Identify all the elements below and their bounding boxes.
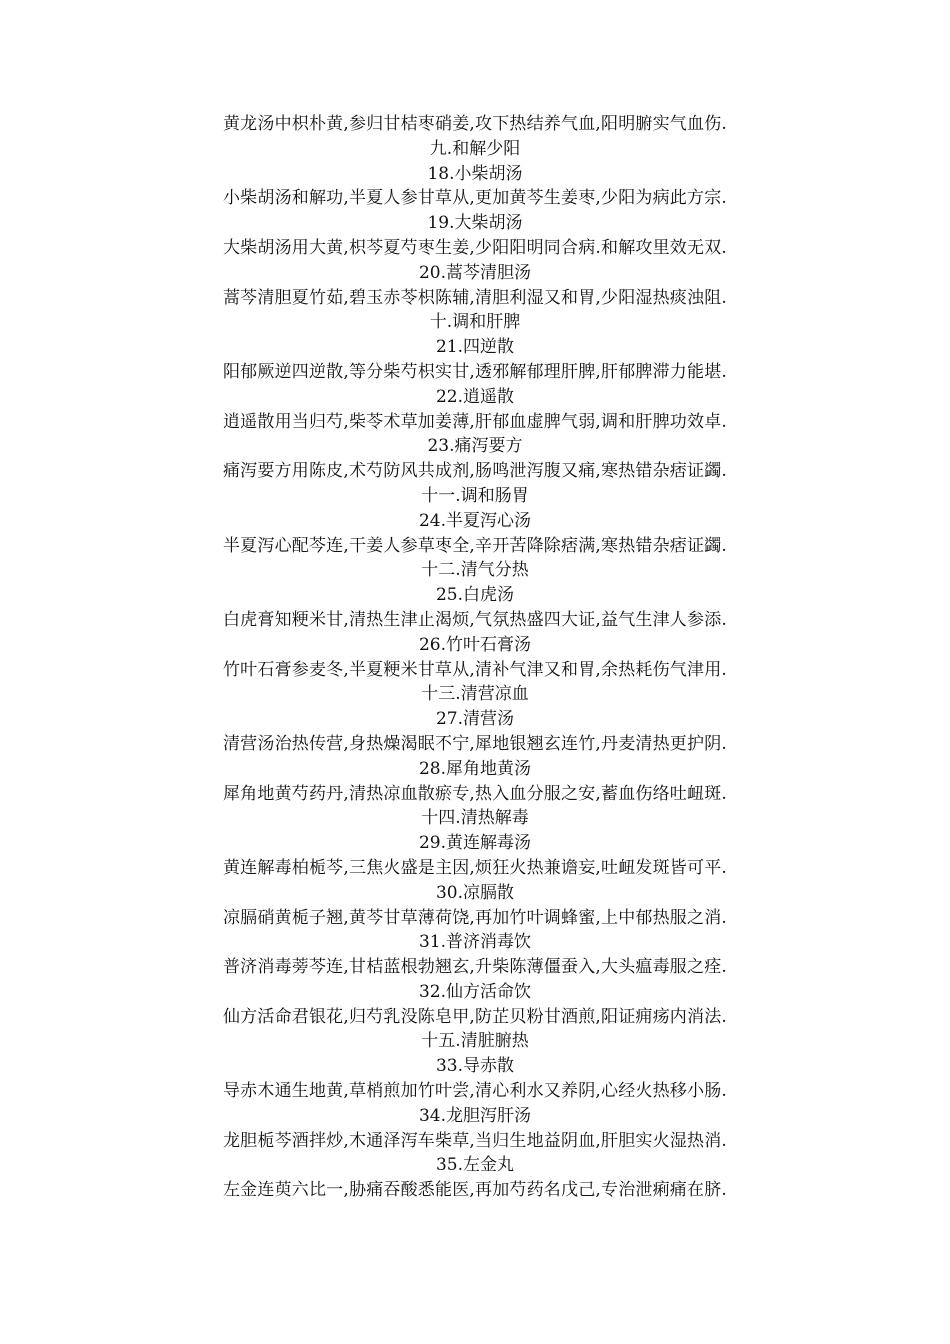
verse-line: 大柴胡汤用大黄,枳芩夏芍枣生姜,少阳阳明同合病.和解攻里效无双. bbox=[222, 237, 727, 258]
verse-line: 竹叶石膏参麦冬,半夏粳米甘草从,清补气津又和胃,余热耗伤气津用. bbox=[222, 659, 727, 680]
formula-title: 32.仙方活命饮 bbox=[418, 981, 532, 1002]
verse-line: 清营汤治热传营,身热燥渴眠不宁,犀地银翘玄连竹,丹麦清热更护阴. bbox=[222, 733, 727, 754]
formula-title: 25.白虎汤 bbox=[435, 585, 515, 606]
formula-title: 22.逍遥散 bbox=[435, 386, 515, 407]
verse-line: 黄龙汤中枳朴黄,参归甘桔枣硝姜,攻下热结养气血,阳明腑实气血伤. bbox=[222, 114, 727, 134]
verse-line: 仙方活命君银花,归芍乳没陈皂甲,防芷贝粉甘酒煎,阳证痈疡内消法. bbox=[222, 1006, 727, 1027]
section-heading: 十二.清气分热 bbox=[421, 560, 529, 581]
document-page bbox=[0, 112, 950, 1203]
formula-title: 18.小柴胡汤 bbox=[427, 163, 523, 184]
formula-title: 33.导赤散 bbox=[435, 1056, 515, 1077]
formula-title: 19.大柴胡汤 bbox=[427, 213, 523, 234]
verse-line: 导赤木通生地黄,草梢煎加竹叶尝,清心利水又养阴,心经火热移小肠. bbox=[222, 1081, 727, 1102]
formula-title: 28.犀角地黄汤 bbox=[418, 758, 532, 779]
formula-title: 21.四逆散 bbox=[435, 337, 515, 358]
verse-line: 龙胆栀芩酒拌炒,木通泽泻车柴草,当归生地益阴血,肝胆实火湿热消. bbox=[222, 1130, 727, 1151]
formula-title: 31.普济消毒饮 bbox=[418, 932, 532, 953]
section-heading: 十四.清热解毒 bbox=[421, 808, 529, 829]
formula-title: 30.凉膈散 bbox=[435, 882, 515, 903]
section-heading: 十三.清营凉血 bbox=[421, 684, 529, 705]
section-heading: 十五.清脏腑热 bbox=[421, 1031, 529, 1052]
verse-line: 阳郁厥逆四逆散,等分柴芍枳实甘,透邪解郁理肝脾,肝郁脾滞力能堪. bbox=[222, 361, 727, 382]
verse-line: 左金连萸六比一,胁痛吞酸悉能医,再加芍药名戊己,专治泄痢痛在脐. bbox=[222, 1180, 727, 1201]
verse-line: 小柴胡汤和解功,半夏人参甘草从,更加黄芩生姜枣,少阳为病此方宗. bbox=[222, 188, 727, 209]
verse-line: 痛泻要方用陈皮,术芍防风共成剂,肠鸣泄泻腹又痛,寒热错杂痞证蠲. bbox=[222, 461, 727, 482]
formula-title: 24.半夏泻心汤 bbox=[418, 510, 532, 531]
formula-title: 34.龙胆泻肝汤 bbox=[418, 1105, 532, 1126]
verse-line: 逍遥散用当归芍,柴苓术草加姜薄,肝郁血虚脾气弱,调和肝脾功效卓. bbox=[222, 411, 727, 432]
section-heading: 十.调和肝脾 bbox=[429, 312, 521, 333]
verse-line: 白虎膏知粳米甘,清热生津止渴烦,气氛热盛四大证,益气生津人参添. bbox=[222, 609, 727, 630]
section-heading: 十一.调和肠胃 bbox=[421, 485, 529, 506]
verse-line: 普济消毒蒡芩连,甘桔蓝根勃翘玄,升柴陈薄僵蚕入,大头瘟毒服之痊. bbox=[222, 957, 727, 978]
formula-title: 27.清营汤 bbox=[435, 709, 515, 730]
verse-line: 黄连解毒柏栀芩,三焦火盛是主因,烦狂火热兼谵妄,吐衄发斑皆可平. bbox=[222, 857, 727, 878]
formula-title: 29.黄连解毒汤 bbox=[418, 833, 532, 854]
verse-line: 凉膈硝黄栀子翘,黄芩甘草薄荷饶,再加竹叶调蜂蜜,上中郁热服之消. bbox=[222, 907, 727, 928]
formula-title: 20.蒿芩清胆汤 bbox=[418, 262, 532, 283]
formula-title: 23.痛泻要方 bbox=[427, 436, 523, 457]
verse-line: 半夏泻心配芩连,干姜人参草枣全,辛开苦降除痞满,寒热错杂痞证蠲. bbox=[222, 535, 727, 556]
verse-line: 蒿芩清胆夏竹茹,碧玉赤苓枳陈辅,清胆利湿又和胃,少阳湿热痰浊阻. bbox=[222, 287, 727, 308]
formula-title: 26.竹叶石膏汤 bbox=[418, 634, 532, 655]
section-heading: 九.和解少阳 bbox=[429, 138, 521, 159]
verse-line: 犀角地黄芍药丹,清热凉血散瘀专,热入血分服之安,蓄血伤络吐衄斑. bbox=[222, 783, 727, 804]
formula-title: 35.左金丸 bbox=[435, 1155, 515, 1176]
